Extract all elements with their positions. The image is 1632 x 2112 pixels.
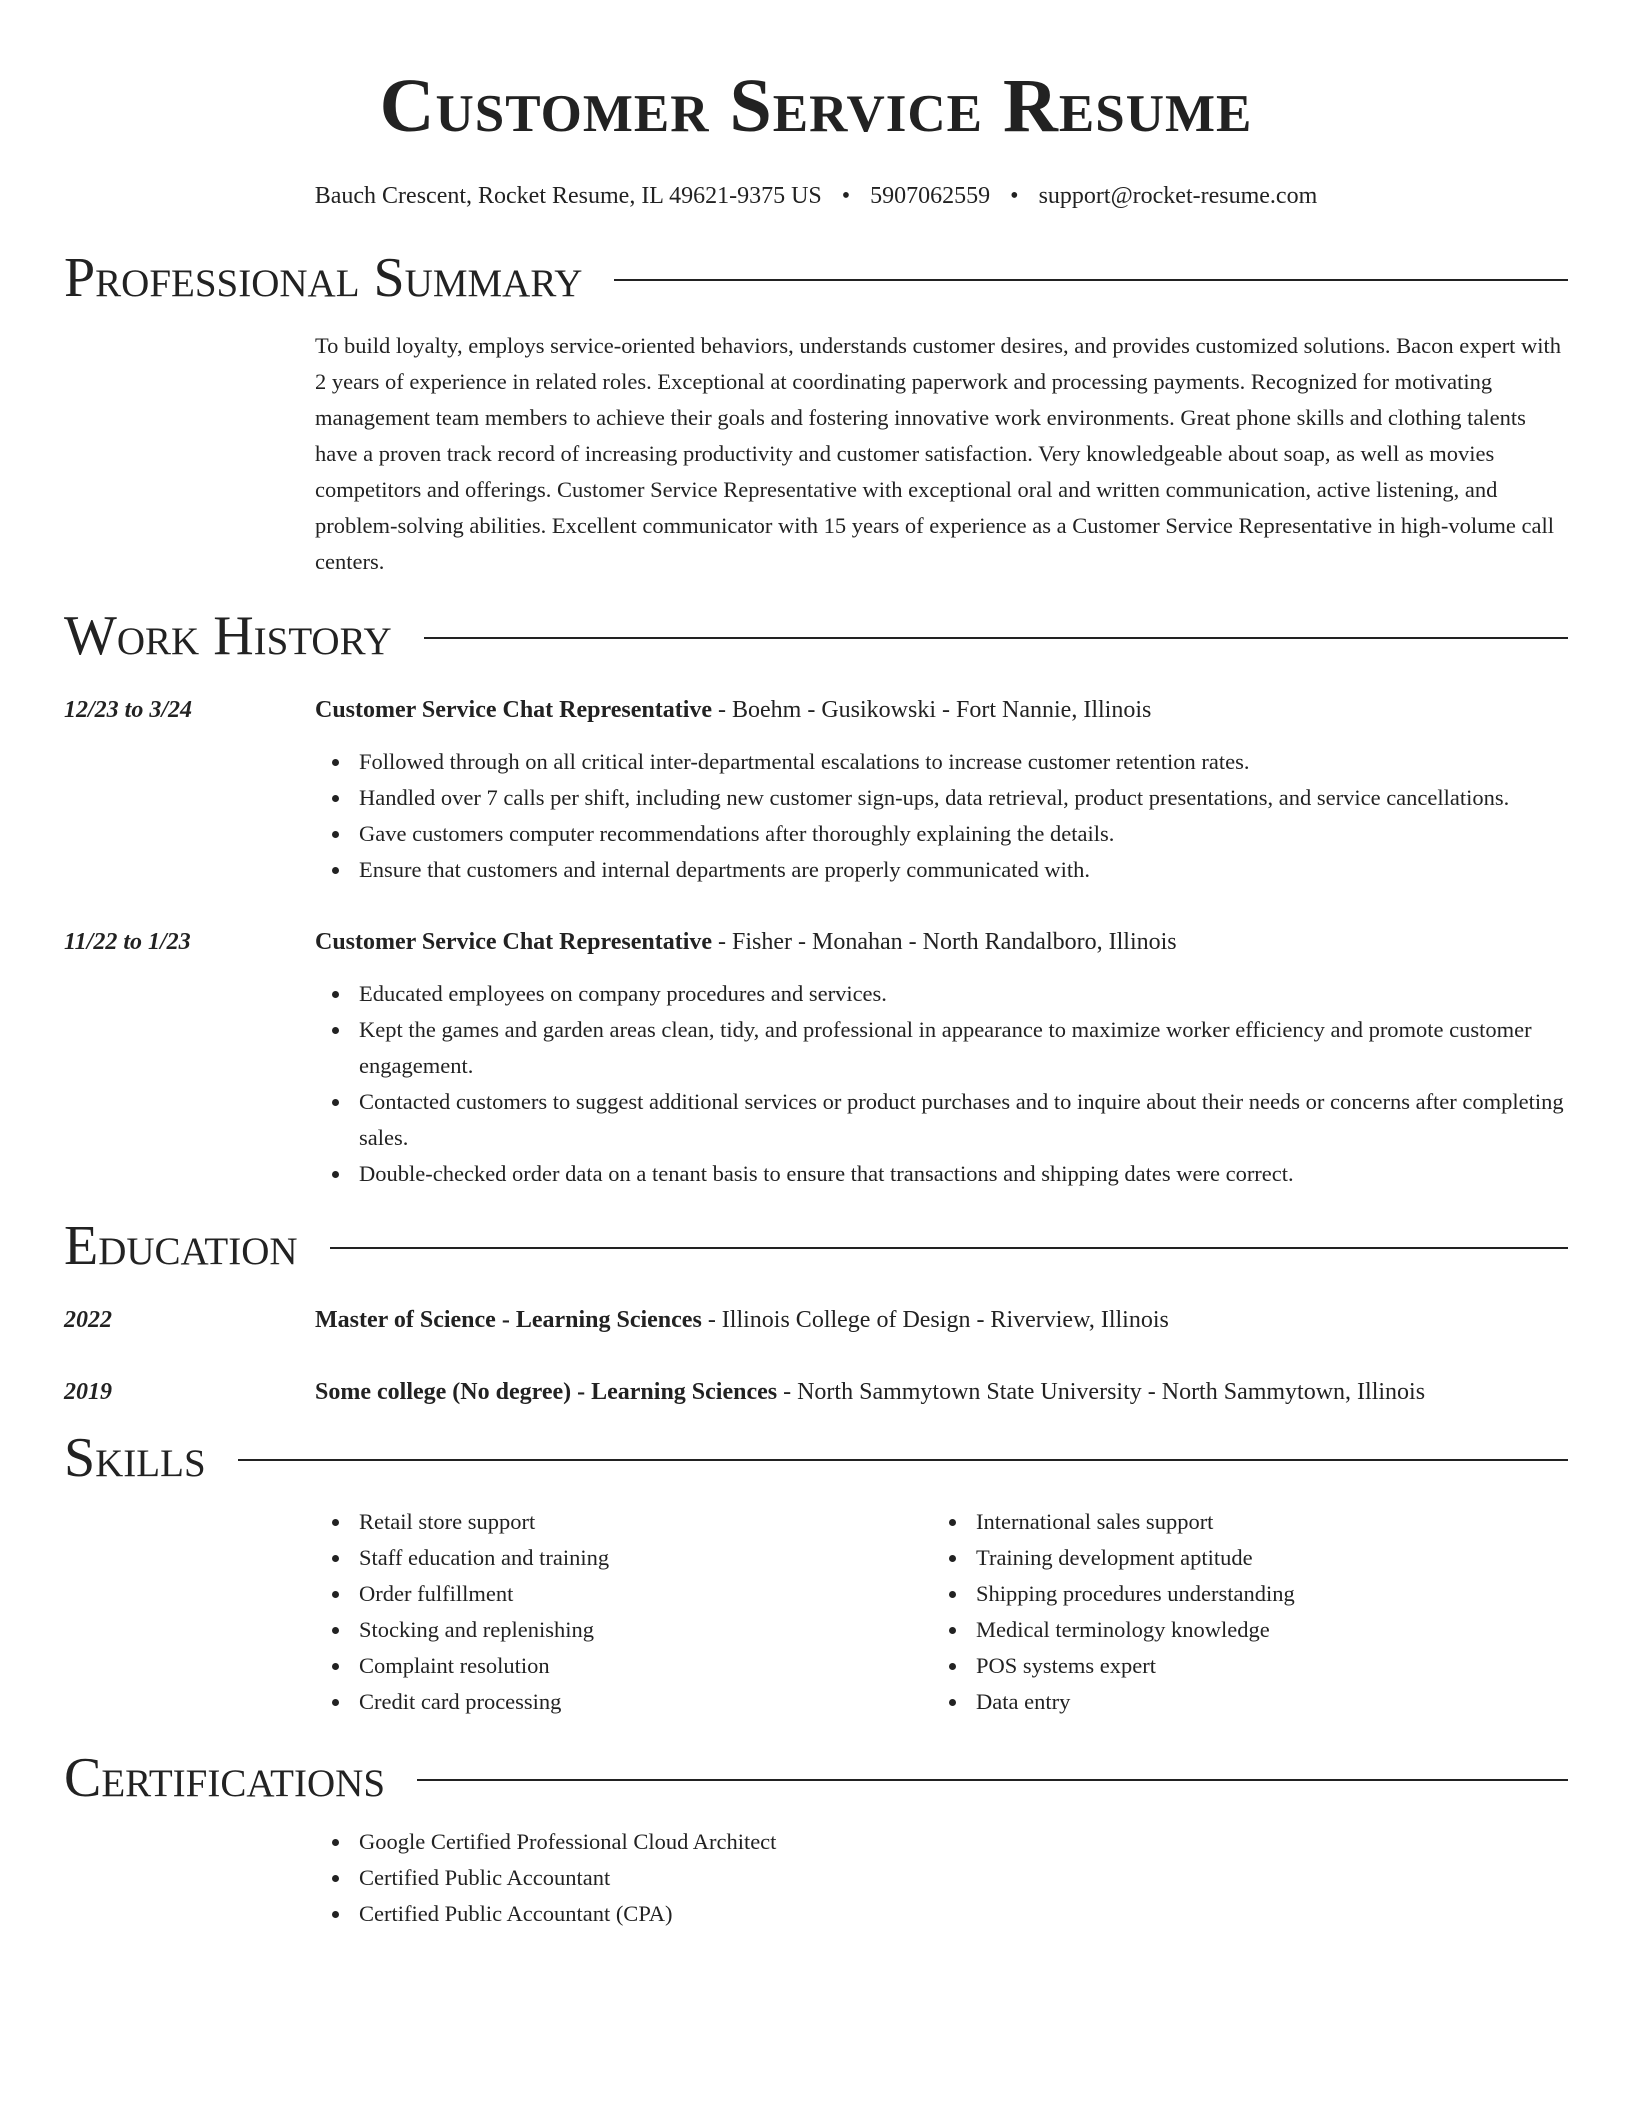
job-date: 12/23 to 3/24 [64, 697, 193, 723]
contact-separator: • [841, 183, 851, 209]
section-title: Education [64, 1215, 298, 1277]
skill-item: POS systems expert [932, 1648, 1549, 1684]
certifications-list [315, 1824, 1568, 1932]
section-divider [417, 1779, 1568, 1781]
skill-item: International sales support [932, 1504, 1549, 1540]
education-entry [64, 1300, 1568, 1340]
section-title: Work History [64, 605, 392, 667]
skill-item: Training development aptitude [932, 1540, 1549, 1576]
skill-item: Credit card processing [315, 1684, 932, 1720]
section-divider [238, 1459, 1568, 1461]
list-item: Educated employees on company procedures and services. [315, 976, 1568, 1012]
job-bullets [315, 744, 1568, 888]
list-item: Handled over 7 calls per shift, including new customer sign-ups, data retrieval, product presentations, and service cancellations. [315, 780, 1568, 816]
certification-item: Google Certified Professional Cloud Architect [315, 1824, 1568, 1860]
skill-item: Stocking and replenishing [315, 1612, 932, 1648]
skills-list [315, 1504, 1568, 1720]
job-details: - Boehm - Gusikowski - Fort Nannie, Illinois [712, 697, 1152, 723]
summary-text: To build loyalty, employs service-oriented behaviors, understands customer desires, and provides customized solutions. Bacon expert with 2 years of experience in related roles. Exceptional at coordinating paperwork and processing payments. Recognized for motivating management team members to achieve their goals and fostering innovative work environments. Great phone skills and clothing talents have a proven track record of increasing productivity and customer satisfaction. Very knowledgeable about soap, as well as movies competitors and offerings. Customer Service Representative with exceptional oral and written communication, active listening, and problem-solving abilities. Excellent communicator with 15 years of experience as a Customer Service Representative in high-volume call centers. [315, 333, 1562, 574]
job-headline [315, 690, 1151, 730]
education-details: - Illinois College of Design - Riverview, Illinois [701, 1307, 1169, 1333]
education-details: - North Sammytown State University - North Sammytown, Illinois [777, 1379, 1426, 1405]
list-item: Followed through on all critical inter-departmental escalations to increase customer retention rates. [315, 744, 1568, 780]
section-title: Professional Summary [64, 247, 583, 309]
education-date: 2022 [64, 1307, 112, 1333]
section-divider [424, 637, 1568, 639]
contact-phone: 5907062559 [870, 183, 991, 209]
skills-column-left [315, 1504, 932, 1720]
section-heading-skills [64, 1426, 1568, 1490]
section-heading-certifications [64, 1746, 1568, 1810]
job-title: Customer Service Chat Representative [315, 697, 713, 723]
contact-separator: • [1010, 183, 1019, 209]
skill-item: Data entry [932, 1684, 1549, 1720]
resume-title: Customer Service Resume [379, 64, 1253, 148]
job-details: - Fisher - Monahan - North Randalboro, Illinois [712, 929, 1177, 955]
education-degree: Master of Science - Learning Sciences [315, 1307, 702, 1333]
certification-item: Certified Public Accountant [315, 1860, 1568, 1896]
education-headline [315, 1300, 1169, 1340]
job-date: 11/22 to 1/23 [64, 929, 191, 955]
job-entry [64, 690, 1568, 730]
job-bullets [315, 976, 1568, 1192]
list-item: Kept the games and garden areas clean, tidy, and professional in appearance to maximize worker efficiency and promote customer engagement. [315, 1012, 1568, 1084]
skill-item: Medical terminology knowledge [932, 1612, 1549, 1648]
list-item: Contacted customers to suggest additional services or product purchases and to inquire about their needs or concerns after completing sales. [315, 1084, 1568, 1156]
education-date: 2019 [64, 1379, 112, 1405]
education-headline [315, 1372, 1425, 1412]
section-title: Skills [64, 1427, 206, 1489]
list-item: Double-checked order data on a tenant basis to ensure that transactions and shipping dates were correct. [315, 1156, 1568, 1192]
skill-item: Staff education and training [315, 1540, 932, 1576]
contact-address: Bauch Crescent, Rocket Resume, IL 49621-9375 US [314, 183, 822, 209]
job-headline [315, 922, 1177, 962]
education-degree: Some college (No degree) - Learning Sciences [315, 1379, 778, 1405]
skill-item: Shipping procedures understanding [932, 1576, 1549, 1612]
resume-page [64, 0, 1568, 1932]
job-entry [64, 922, 1568, 962]
section-heading-summary [64, 246, 1568, 310]
section-divider [330, 1247, 1568, 1249]
education-entry [64, 1372, 1568, 1412]
contact-email: support@rocket-resume.com [1038, 183, 1318, 209]
skill-item: Complaint resolution [315, 1648, 932, 1684]
contact-line [64, 180, 1568, 212]
certification-item: Certified Public Accountant (CPA) [315, 1896, 1568, 1932]
list-item: Ensure that customers and internal departments are properly communicated with. [315, 852, 1568, 888]
job-title: Customer Service Chat Representative [315, 929, 713, 955]
section-heading-education [64, 1214, 1568, 1278]
skill-item: Order fulfillment [315, 1576, 932, 1612]
skill-item: Retail store support [315, 1504, 932, 1540]
list-item: Gave customers computer recommendations after thoroughly explaining the details. [315, 816, 1568, 852]
skills-column-right [932, 1504, 1549, 1720]
section-title: Certifications [64, 1747, 386, 1809]
section-divider [614, 279, 1568, 281]
section-heading-work-history [64, 604, 1568, 668]
